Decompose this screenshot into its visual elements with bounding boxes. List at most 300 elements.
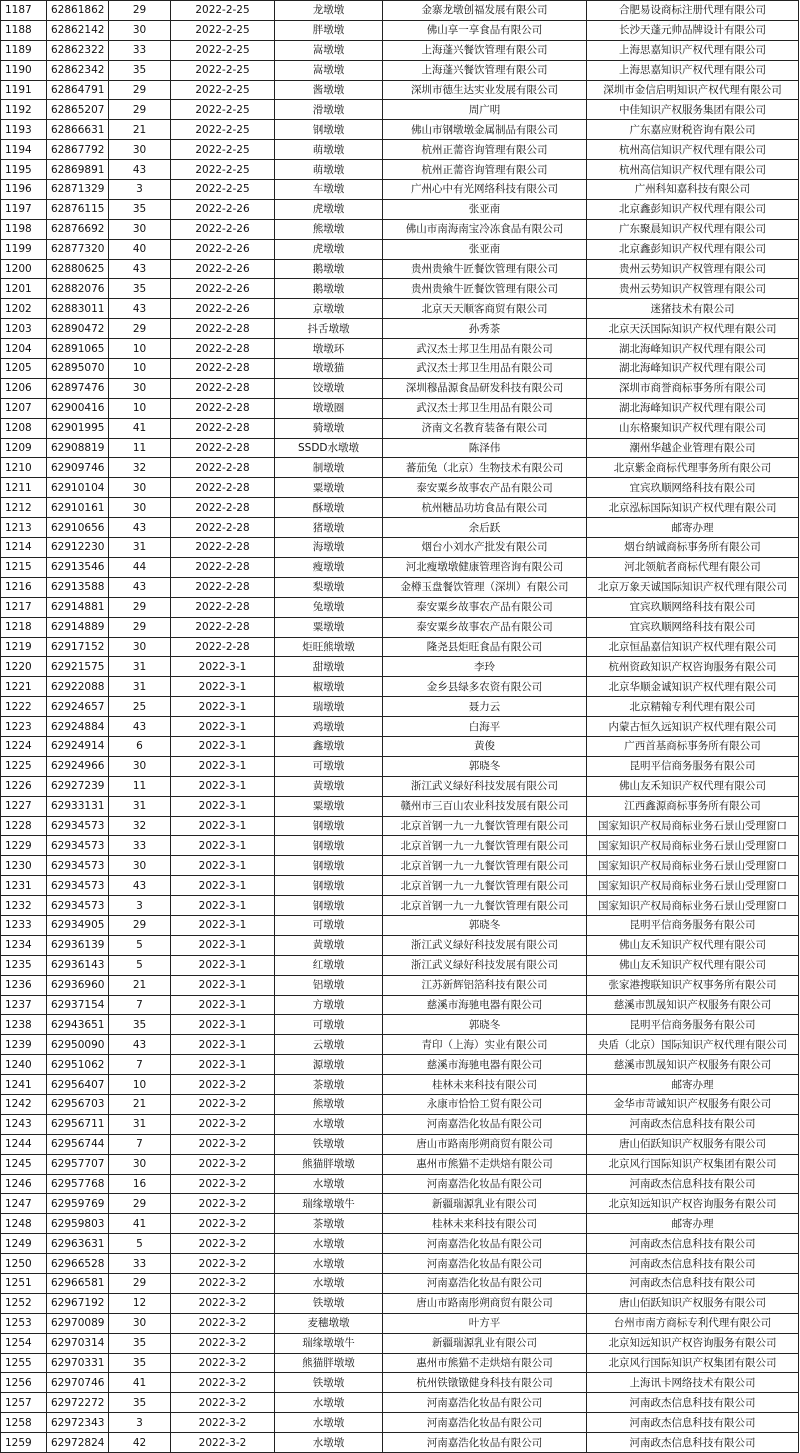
cell-applicant: 唐山市路南彤朔商贸有限公司 xyxy=(383,1134,587,1154)
cell-application-date: 2022-2-25 xyxy=(171,60,275,80)
cell-application-date: 2022-2-28 xyxy=(171,577,275,597)
cell-serial-number: 1247 xyxy=(1,1194,47,1214)
cell-serial-number: 1256 xyxy=(1,1373,47,1393)
table-row xyxy=(1,1214,799,1234)
cell-class-number: 30 xyxy=(109,378,171,398)
cell-agent: 国家知识产权局商标业务石景山受理窗口 xyxy=(587,816,799,836)
cell-class-number: 31 xyxy=(109,796,171,816)
cell-application-date: 2022-3-1 xyxy=(171,836,275,856)
cell-serial-number: 1201 xyxy=(1,279,47,299)
cell-agent: 北京鑫彭知识产权代理有限公司 xyxy=(587,239,799,259)
cell-class-number: 29 xyxy=(109,319,171,339)
table-row xyxy=(1,100,799,120)
cell-registration-number: 62956744 xyxy=(47,1134,109,1154)
cell-registration-number: 62865207 xyxy=(47,100,109,120)
table-row xyxy=(1,20,799,40)
cell-applicant: 河南嘉浩化妆品有限公司 xyxy=(383,1433,587,1453)
cell-registration-number: 62866631 xyxy=(47,120,109,140)
cell-applicant: 贵州贵飨牛匠餐饮管理有限公司 xyxy=(383,279,587,299)
cell-trademark-name: 熊猫胖墩墩 xyxy=(275,1154,383,1174)
cell-trademark-name: 墩墩圈 xyxy=(275,398,383,418)
cell-agent: 慈溪市凯晟知识产权服务有限公司 xyxy=(587,995,799,1015)
cell-trademark-name: 瑞缘墩墩牛 xyxy=(275,1194,383,1214)
cell-serial-number: 1254 xyxy=(1,1333,47,1353)
table-row xyxy=(1,935,799,955)
cell-trademark-name: 熊墩墩 xyxy=(275,219,383,239)
cell-trademark-name: 兔墩墩 xyxy=(275,597,383,617)
cell-class-number: 32 xyxy=(109,458,171,478)
cell-trademark-name: 可墩墩 xyxy=(275,915,383,935)
cell-trademark-name: 钢墩墩 xyxy=(275,856,383,876)
cell-class-number: 44 xyxy=(109,557,171,577)
cell-serial-number: 1223 xyxy=(1,717,47,737)
cell-applicant: 上海蓬兴餐饮管理有限公司 xyxy=(383,60,587,80)
cell-serial-number: 1219 xyxy=(1,637,47,657)
cell-agent: 湖北海峰知识产权代理有限公司 xyxy=(587,339,799,359)
cell-applicant: 浙江武义绿好科技发展有限公司 xyxy=(383,955,587,975)
cell-application-date: 2022-2-28 xyxy=(171,438,275,458)
cell-agent: 河南政杰信息科技有限公司 xyxy=(587,1433,799,1453)
cell-application-date: 2022-2-28 xyxy=(171,418,275,438)
cell-class-number: 29 xyxy=(109,1,171,21)
cell-application-date: 2022-2-26 xyxy=(171,219,275,239)
cell-serial-number: 1191 xyxy=(1,80,47,100)
cell-registration-number: 62957707 xyxy=(47,1154,109,1174)
cell-trademark-name: 铝墩墩 xyxy=(275,975,383,995)
cell-registration-number: 62956703 xyxy=(47,1094,109,1114)
table-row xyxy=(1,1433,799,1453)
cell-trademark-name: 铁墩墩 xyxy=(275,1134,383,1154)
cell-agent: 台州市南方商标专利代理有限公司 xyxy=(587,1313,799,1333)
cell-registration-number: 62936139 xyxy=(47,935,109,955)
cell-trademark-name: 制墩墩 xyxy=(275,458,383,478)
cell-application-date: 2022-2-28 xyxy=(171,398,275,418)
cell-serial-number: 1218 xyxy=(1,617,47,637)
cell-applicant: 武汉杰士邦卫生用品有限公司 xyxy=(383,359,587,379)
cell-trademark-name: 嵩墩墩 xyxy=(275,60,383,80)
cell-agent: 江西鑫源商标事务所有限公司 xyxy=(587,796,799,816)
cell-application-date: 2022-3-2 xyxy=(171,1134,275,1154)
cell-applicant: 北京首钢一九一九餐饮管理有限公司 xyxy=(383,876,587,896)
cell-registration-number: 62921575 xyxy=(47,657,109,677)
table-row xyxy=(1,717,799,737)
table-row xyxy=(1,1154,799,1174)
cell-class-number: 25 xyxy=(109,697,171,717)
cell-trademark-name: 龙墩墩 xyxy=(275,1,383,21)
cell-registration-number: 62924884 xyxy=(47,717,109,737)
cell-application-date: 2022-3-1 xyxy=(171,915,275,935)
cell-class-number: 43 xyxy=(109,876,171,896)
table-row xyxy=(1,915,799,935)
cell-class-number: 10 xyxy=(109,398,171,418)
cell-class-number: 30 xyxy=(109,856,171,876)
cell-application-date: 2022-2-25 xyxy=(171,180,275,200)
cell-registration-number: 62862342 xyxy=(47,60,109,80)
cell-application-date: 2022-3-1 xyxy=(171,896,275,916)
cell-trademark-name: 粟墩墩 xyxy=(275,478,383,498)
cell-applicant: 广州心中有光网络科技有限公司 xyxy=(383,180,587,200)
table-row xyxy=(1,299,799,319)
table-row xyxy=(1,398,799,418)
table-row xyxy=(1,677,799,697)
cell-class-number: 33 xyxy=(109,1254,171,1274)
cell-registration-number: 62922088 xyxy=(47,677,109,697)
table-row xyxy=(1,796,799,816)
table-row xyxy=(1,776,799,796)
cell-registration-number: 62972343 xyxy=(47,1413,109,1433)
cell-registration-number: 62862142 xyxy=(47,20,109,40)
cell-application-date: 2022-2-26 xyxy=(171,299,275,319)
cell-application-date: 2022-3-2 xyxy=(171,1094,275,1114)
cell-application-date: 2022-3-1 xyxy=(171,955,275,975)
cell-class-number: 31 xyxy=(109,1114,171,1134)
cell-application-date: 2022-3-1 xyxy=(171,796,275,816)
cell-serial-number: 1246 xyxy=(1,1174,47,1194)
cell-registration-number: 62910104 xyxy=(47,478,109,498)
table-row xyxy=(1,1134,799,1154)
cell-class-number: 10 xyxy=(109,359,171,379)
table-row xyxy=(1,1413,799,1433)
table-row xyxy=(1,876,799,896)
cell-applicant: 深圳穆晶源食品研发科技有限公司 xyxy=(383,378,587,398)
cell-trademark-name: 黄墩墩 xyxy=(275,776,383,796)
cell-applicant: 泰安粟乡故事农产品有限公司 xyxy=(383,478,587,498)
cell-applicant: 泰安粟乡故事农产品有限公司 xyxy=(383,597,587,617)
cell-agent: 昆明平信商务服务有限公司 xyxy=(587,1015,799,1035)
cell-trademark-name: 梨墩墩 xyxy=(275,577,383,597)
cell-agent: 北京华顺金诚知识产权代理有限公司 xyxy=(587,677,799,697)
cell-serial-number: 1229 xyxy=(1,836,47,856)
cell-trademark-name: 水墩墩 xyxy=(275,1174,383,1194)
cell-applicant: 佛山市南海南宝冷冻食品有限公司 xyxy=(383,219,587,239)
cell-application-date: 2022-2-28 xyxy=(171,637,275,657)
cell-serial-number: 1210 xyxy=(1,458,47,478)
cell-trademark-name: 方墩墩 xyxy=(275,995,383,1015)
cell-serial-number: 1209 xyxy=(1,438,47,458)
cell-class-number: 30 xyxy=(109,756,171,776)
cell-serial-number: 1202 xyxy=(1,299,47,319)
cell-agent: 潮州华越企业管理有限公司 xyxy=(587,438,799,458)
cell-class-number: 35 xyxy=(109,60,171,80)
cell-registration-number: 62970089 xyxy=(47,1313,109,1333)
cell-registration-number: 62959803 xyxy=(47,1214,109,1234)
cell-serial-number: 1187 xyxy=(1,1,47,21)
table-row xyxy=(1,1293,799,1313)
cell-class-number: 29 xyxy=(109,915,171,935)
cell-serial-number: 1241 xyxy=(1,1075,47,1095)
cell-application-date: 2022-2-28 xyxy=(171,538,275,558)
table-row xyxy=(1,1075,799,1095)
cell-agent: 上海思嘉知识产权代理有限公司 xyxy=(587,40,799,60)
cell-applicant: 江苏新辉铝箔科技有限公司 xyxy=(383,975,587,995)
cell-trademark-name: 京墩墩 xyxy=(275,299,383,319)
cell-application-date: 2022-3-2 xyxy=(171,1234,275,1254)
cell-trademark-name: 虎墩墩 xyxy=(275,199,383,219)
cell-serial-number: 1198 xyxy=(1,219,47,239)
cell-agent: 昆明平信商务服务有限公司 xyxy=(587,756,799,776)
cell-applicant: 青印（上海）实业有限公司 xyxy=(383,1035,587,1055)
cell-agent: 山东格聚知识产权代理有限公司 xyxy=(587,418,799,438)
cell-serial-number: 1216 xyxy=(1,577,47,597)
table-row xyxy=(1,856,799,876)
cell-registration-number: 62934573 xyxy=(47,876,109,896)
cell-application-date: 2022-3-2 xyxy=(171,1214,275,1234)
cell-application-date: 2022-2-26 xyxy=(171,239,275,259)
cell-registration-number: 62864791 xyxy=(47,80,109,100)
cell-trademark-name: 熊猫胖墩墩 xyxy=(275,1353,383,1373)
cell-applicant: 桂林未来科技有限公司 xyxy=(383,1075,587,1095)
cell-registration-number: 62956407 xyxy=(47,1075,109,1095)
cell-trademark-name: 黄墩墩 xyxy=(275,935,383,955)
cell-agent: 佛山友禾知识产权代理有限公司 xyxy=(587,955,799,975)
cell-trademark-name: SSDD水墩墩 xyxy=(275,438,383,458)
table-row xyxy=(1,1234,799,1254)
table-row xyxy=(1,617,799,637)
cell-agent: 邮寄办理 xyxy=(587,1214,799,1234)
cell-serial-number: 1206 xyxy=(1,378,47,398)
cell-registration-number: 62934573 xyxy=(47,856,109,876)
cell-registration-number: 62869891 xyxy=(47,160,109,180)
cell-serial-number: 1252 xyxy=(1,1293,47,1313)
cell-agent: 广东嘉应财税咨询有限公司 xyxy=(587,120,799,140)
cell-serial-number: 1224 xyxy=(1,736,47,756)
cell-registration-number: 62891065 xyxy=(47,339,109,359)
cell-applicant: 孙秀茶 xyxy=(383,319,587,339)
cell-agent: 国家知识产权局商标业务石景山受理窗口 xyxy=(587,876,799,896)
table-row xyxy=(1,458,799,478)
cell-applicant: 武汉杰士邦卫生用品有限公司 xyxy=(383,398,587,418)
table-row xyxy=(1,40,799,60)
cell-agent: 张家港搜联知识产权事务所有限公司 xyxy=(587,975,799,995)
cell-class-number: 43 xyxy=(109,1035,171,1055)
cell-registration-number: 62862322 xyxy=(47,40,109,60)
cell-serial-number: 1225 xyxy=(1,756,47,776)
table-row xyxy=(1,637,799,657)
cell-trademark-name: 猪墩墩 xyxy=(275,518,383,538)
cell-trademark-name: 水墩墩 xyxy=(275,1114,383,1134)
cell-agent: 河北领航者商标代理有限公司 xyxy=(587,557,799,577)
cell-applicant: 周广明 xyxy=(383,100,587,120)
cell-class-number: 35 xyxy=(109,1393,171,1413)
cell-registration-number: 62966528 xyxy=(47,1254,109,1274)
cell-serial-number: 1248 xyxy=(1,1214,47,1234)
cell-applicant: 河南嘉浩化妆品有限公司 xyxy=(383,1274,587,1294)
cell-agent: 北京紫金商标代理事务所有限公司 xyxy=(587,458,799,478)
cell-agent: 杭州高信知识产权代理有限公司 xyxy=(587,140,799,160)
cell-applicant: 慈溪市海驰电器有限公司 xyxy=(383,995,587,1015)
cell-applicant: 北京天天顺客商贸有限公司 xyxy=(383,299,587,319)
table-row xyxy=(1,279,799,299)
cell-trademark-name: 茶墩墩 xyxy=(275,1214,383,1234)
cell-application-date: 2022-3-1 xyxy=(171,1015,275,1035)
cell-trademark-name: 粟墩墩 xyxy=(275,617,383,637)
cell-registration-number: 62950090 xyxy=(47,1035,109,1055)
table-row xyxy=(1,816,799,836)
cell-agent: 邮寄办理 xyxy=(587,1075,799,1095)
cell-application-date: 2022-2-28 xyxy=(171,498,275,518)
cell-application-date: 2022-3-1 xyxy=(171,876,275,896)
cell-class-number: 3 xyxy=(109,896,171,916)
cell-registration-number: 62951062 xyxy=(47,1055,109,1075)
cell-applicant: 浙江武义绿好科技发展有限公司 xyxy=(383,935,587,955)
cell-class-number: 21 xyxy=(109,1094,171,1114)
table-row xyxy=(1,1055,799,1075)
cell-serial-number: 1259 xyxy=(1,1433,47,1453)
cell-agent: 北京知远知识产权咨询服务有限公司 xyxy=(587,1194,799,1214)
table-row xyxy=(1,995,799,1015)
cell-agent: 合肥易设商标注册代理有限公司 xyxy=(587,1,799,21)
cell-class-number: 41 xyxy=(109,1214,171,1234)
cell-agent: 河南政杰信息科技有限公司 xyxy=(587,1274,799,1294)
cell-serial-number: 1231 xyxy=(1,876,47,896)
cell-trademark-name: 虎墩墩 xyxy=(275,239,383,259)
cell-applicant: 郭晓冬 xyxy=(383,756,587,776)
cell-registration-number: 62901995 xyxy=(47,418,109,438)
cell-trademark-name: 滑墩墩 xyxy=(275,100,383,120)
cell-class-number: 41 xyxy=(109,1373,171,1393)
table-row xyxy=(1,836,799,856)
cell-application-date: 2022-3-1 xyxy=(171,975,275,995)
table-body xyxy=(1,1,799,1453)
cell-application-date: 2022-3-2 xyxy=(171,1075,275,1095)
cell-applicant: 贵州贵飨牛匠餐饮管理有限公司 xyxy=(383,259,587,279)
cell-application-date: 2022-2-25 xyxy=(171,100,275,120)
cell-application-date: 2022-3-1 xyxy=(171,677,275,697)
cell-serial-number: 1208 xyxy=(1,418,47,438)
cell-registration-number: 62867792 xyxy=(47,140,109,160)
cell-application-date: 2022-3-2 xyxy=(171,1413,275,1433)
cell-class-number: 29 xyxy=(109,617,171,637)
cell-serial-number: 1205 xyxy=(1,359,47,379)
cell-trademark-name: 水墩墩 xyxy=(275,1413,383,1433)
cell-class-number: 3 xyxy=(109,1413,171,1433)
cell-application-date: 2022-2-26 xyxy=(171,259,275,279)
cell-registration-number: 62861862 xyxy=(47,1,109,21)
cell-agent: 迷猪技术有限公司 xyxy=(587,299,799,319)
cell-class-number: 35 xyxy=(109,199,171,219)
cell-trademark-name: 钢墩墩 xyxy=(275,120,383,140)
cell-serial-number: 1222 xyxy=(1,697,47,717)
cell-agent: 杭州资政知识产权咨询服务有限公司 xyxy=(587,657,799,677)
table-row xyxy=(1,80,799,100)
cell-serial-number: 1242 xyxy=(1,1094,47,1114)
table-row xyxy=(1,1274,799,1294)
cell-agent: 湖北海峰知识产权代理有限公司 xyxy=(587,359,799,379)
cell-serial-number: 1250 xyxy=(1,1254,47,1274)
cell-agent: 宜宾玖顺网络科技有限公司 xyxy=(587,597,799,617)
cell-agent: 烟台纳诚商标事务所有限公司 xyxy=(587,538,799,558)
cell-class-number: 30 xyxy=(109,20,171,40)
cell-registration-number: 62914881 xyxy=(47,597,109,617)
cell-registration-number: 62917152 xyxy=(47,637,109,657)
cell-applicant: 张亚南 xyxy=(383,199,587,219)
cell-application-date: 2022-3-2 xyxy=(171,1254,275,1274)
cell-trademark-name: 麦穗墩墩 xyxy=(275,1313,383,1333)
table-row xyxy=(1,498,799,518)
cell-agent: 佛山友禾知识产权代理有限公司 xyxy=(587,935,799,955)
cell-applicant: 惠州市熊猫不走烘焙有限公司 xyxy=(383,1353,587,1373)
cell-trademark-name: 可墩墩 xyxy=(275,756,383,776)
cell-applicant: 杭州铁镦镦健身科技有限公司 xyxy=(383,1373,587,1393)
cell-trademark-name: 钢墩墩 xyxy=(275,816,383,836)
table-row xyxy=(1,1114,799,1134)
cell-applicant: 陈泽伟 xyxy=(383,438,587,458)
cell-applicant: 河南嘉浩化妆品有限公司 xyxy=(383,1114,587,1134)
cell-application-date: 2022-2-25 xyxy=(171,40,275,60)
table-row xyxy=(1,756,799,776)
cell-class-number: 11 xyxy=(109,776,171,796)
cell-applicant: 泰安粟乡故事农产品有限公司 xyxy=(383,617,587,637)
cell-application-date: 2022-3-2 xyxy=(171,1373,275,1393)
cell-applicant: 河南嘉浩化妆品有限公司 xyxy=(383,1413,587,1433)
table-row xyxy=(1,1174,799,1194)
cell-agent: 唐山佰跃知识产权服务有限公司 xyxy=(587,1134,799,1154)
cell-registration-number: 62897476 xyxy=(47,378,109,398)
table-row xyxy=(1,60,799,80)
cell-agent: 上海思嘉知识产权代理有限公司 xyxy=(587,60,799,80)
cell-agent: 国家知识产权局商标业务石景山受理窗口 xyxy=(587,896,799,916)
cell-class-number: 43 xyxy=(109,577,171,597)
cell-trademark-name: 熊墩墩 xyxy=(275,1094,383,1114)
cell-applicant: 佛山市钢墩墩金属制品有限公司 xyxy=(383,120,587,140)
cell-trademark-name: 炬旺熊墩墩 xyxy=(275,637,383,657)
cell-application-date: 2022-2-25 xyxy=(171,140,275,160)
cell-serial-number: 1194 xyxy=(1,140,47,160)
cell-class-number: 21 xyxy=(109,975,171,995)
cell-serial-number: 1188 xyxy=(1,20,47,40)
cell-trademark-name: 酥墩墩 xyxy=(275,498,383,518)
cell-class-number: 43 xyxy=(109,259,171,279)
cell-class-number: 31 xyxy=(109,538,171,558)
cell-application-date: 2022-2-25 xyxy=(171,20,275,40)
cell-registration-number: 62927239 xyxy=(47,776,109,796)
cell-trademark-name: 钢墩墩 xyxy=(275,836,383,856)
cell-serial-number: 1214 xyxy=(1,538,47,558)
cell-application-date: 2022-3-2 xyxy=(171,1313,275,1333)
cell-registration-number: 62910161 xyxy=(47,498,109,518)
cell-registration-number: 62924657 xyxy=(47,697,109,717)
cell-trademark-name: 铁墩墩 xyxy=(275,1373,383,1393)
cell-application-date: 2022-3-2 xyxy=(171,1194,275,1214)
cell-applicant: 白海平 xyxy=(383,717,587,737)
cell-serial-number: 1204 xyxy=(1,339,47,359)
cell-applicant: 北京首钢一九一九餐饮管理有限公司 xyxy=(383,856,587,876)
cell-class-number: 43 xyxy=(109,518,171,538)
table-row xyxy=(1,140,799,160)
cell-serial-number: 1196 xyxy=(1,180,47,200)
cell-trademark-name: 鹅墩墩 xyxy=(275,279,383,299)
table-row xyxy=(1,955,799,975)
cell-application-date: 2022-2-28 xyxy=(171,597,275,617)
cell-trademark-name: 酱墩墩 xyxy=(275,80,383,100)
cell-agent: 北京天沃国际知识产权代理有限公司 xyxy=(587,319,799,339)
cell-applicant: 北京首钢一九一九餐饮管理有限公司 xyxy=(383,816,587,836)
cell-registration-number: 62936143 xyxy=(47,955,109,975)
cell-trademark-name: 可墩墩 xyxy=(275,1015,383,1035)
cell-registration-number: 62933131 xyxy=(47,796,109,816)
cell-applicant: 张亚南 xyxy=(383,239,587,259)
cell-serial-number: 1234 xyxy=(1,935,47,955)
cell-application-date: 2022-3-2 xyxy=(171,1154,275,1174)
cell-application-date: 2022-3-1 xyxy=(171,736,275,756)
cell-serial-number: 1243 xyxy=(1,1114,47,1134)
cell-applicant: 河北瘦墩墩健康管理咨询有限公司 xyxy=(383,557,587,577)
cell-class-number: 7 xyxy=(109,1134,171,1154)
cell-registration-number: 62913588 xyxy=(47,577,109,597)
cell-agent: 河南政杰信息科技有限公司 xyxy=(587,1393,799,1413)
table-row xyxy=(1,239,799,259)
cell-application-date: 2022-3-2 xyxy=(171,1433,275,1453)
